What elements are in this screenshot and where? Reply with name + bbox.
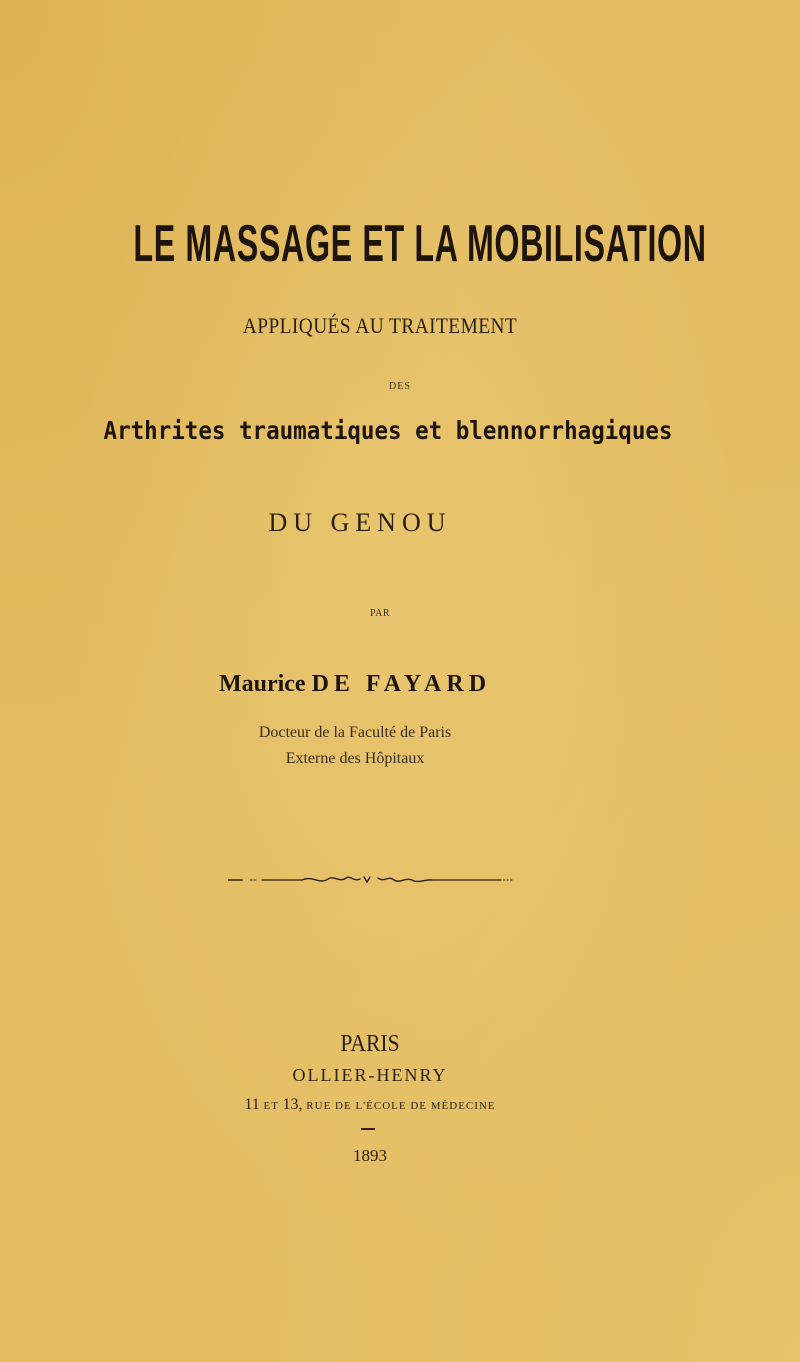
author-name <box>0 671 755 698</box>
ornament-rule-icon <box>228 873 513 887</box>
separator-dash <box>361 1128 375 1130</box>
by-label: PAR <box>369 608 391 619</box>
imprint-address <box>0 1096 770 1114</box>
book-title: LE MASSAGE ET LA MOBILISATION <box>133 215 707 273</box>
address-et: ET <box>263 1100 279 1112</box>
author-surname: DE FAYARD <box>311 671 492 697</box>
location-line: DU GENOU <box>268 508 452 537</box>
topic-line: Arthrites traumatiques et blennorrhagiques <box>103 416 673 445</box>
author-first-name: Maurice <box>218 671 306 697</box>
book-subtitle: APPLIQUÉS AU TRAITEMENT <box>242 313 518 338</box>
author-credential-2: Externe des Hôpitaux <box>285 750 425 767</box>
address-number-1: 11 <box>244 1096 260 1113</box>
connector-word: DES <box>389 381 411 392</box>
imprint-city: PARIS <box>340 1031 400 1057</box>
imprint-year: 1893 <box>353 1146 387 1165</box>
address-street: RUE DE L'ÉCOLE DE MÉDECINE <box>306 1100 496 1112</box>
author-credential-1: Docteur de la Faculté de Paris <box>258 724 452 741</box>
address-number-2: 13, <box>282 1096 303 1113</box>
imprint-publisher: OLLIER-HENRY <box>292 1065 448 1085</box>
